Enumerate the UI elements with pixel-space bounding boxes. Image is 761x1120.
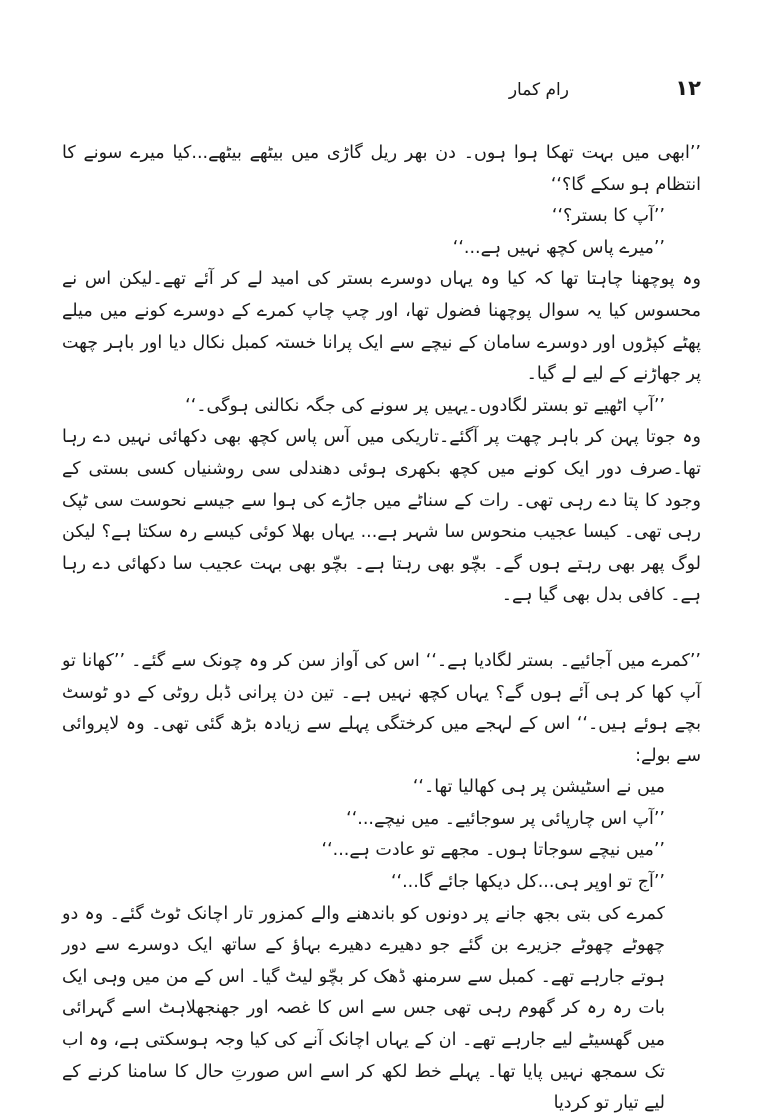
paragraph-3: ’’میرے پاس کچھ نہیں ہے...‘‘ bbox=[452, 237, 665, 258]
paragraph-7: ’’کمرے میں آجائیے۔ بستر لگادیا ہے۔‘‘ اس کی آواز سن کر وہ چونک سے گئے۔ ’’کھانا تو آپ کھا کر ہی آئے ہوں گے؟ یہاں کچھ نہیں ہے۔ تین دن پرانی ڈبل روٹی کے دو ٹوسٹ بچے ہوئے ہیں۔‘‘ اس کے لہجے میں کرختگی پہلے سے زیادہ بڑھ گئی تھی۔ وہ لاپروائی سے بولے: bbox=[62, 650, 701, 766]
running-title: رام کمار bbox=[508, 80, 569, 100]
page-number: ۱۲ bbox=[675, 76, 701, 100]
paragraph-8: میں نے اسٹیشن پر ہی کھالیا تھا۔‘‘ bbox=[412, 777, 665, 798]
body-text bbox=[62, 138, 701, 1120]
paragraph-5: ’’آپ اٹھیے تو بستر لگادوں۔یہیں پر سونے کی جگہ نکالنی ہوگی۔‘‘ bbox=[185, 395, 665, 416]
paragraph-10: ’’میں نیچے سوجاتا ہوں۔ مجھے تو عادت ہے...‘‘ bbox=[321, 840, 665, 861]
paragraph-6: وہ جوتا پہن کر باہر چھت پر آگئے۔تاریکی میں آس پاس کچھ بھی دکھائی نہیں دے رہا تھا۔صرف دور ایک کونے میں کچھ بکھری ہوئی دھندلی سی روشنیاں کسی بستی کے وجود کا پتا دے رہی تھی۔ رات کے سناٹے میں جاڑے کی ہوا سے جیسے نحوست سی ٹپک رہی تھی۔ کیسا عجیب منحوس سا شہر ہے... یہاں بھلا کوئی کیسے رہ سکتا ہے؟ لیکن لوگ پھر بھی رہتے ہوں گے۔ بچّو بھی رہتا ہے۔ بچّو بھی بہت عجیب سا دکھائی دے رہا ہے۔ کافی بدل بھی گیا ہے۔ bbox=[62, 427, 701, 606]
page-header bbox=[60, 76, 701, 110]
paragraph-1: ’’ابھی میں بہت تھکا ہوا ہوں۔ دن بھر ریل گاڑی میں بیٹھے بیٹھے...کیا میرے سونے کا انتظام ہو سکے گا؟‘‘ bbox=[62, 143, 701, 195]
paragraph-11: ’’آج تو اوپر ہی...کل دیکھا جائے گا...‘‘ bbox=[390, 872, 665, 893]
paragraph-12: کمرے کی بتی بجھ جانے پر دونوں کو باندھنے والے کمزور تار اچانک ٹوٹ گئے۔ وہ دو چھوٹے چھوٹے جزیرے بن گئے جو دھیرے دھیرے بہاؤ کے ساتھ ایک دوسرے سے دور ہوتے جارہے تھے۔ کمبل سے سرمنھ ڈھک کر بچّو لیٹ گیا۔ اس کے من میں وہی ایک بات رہ رہ کر گھوم رہی تھی جس سے اس کا غصہ اور جھنجھلاہٹ اسے گہرائی میں گھسیٹے لیے جارہے تھے۔ ان کے یہاں اچانک آنے کی کیا وجہ ہوسکتی ہے، وہ اب تک سمجھ نہیں پایا تھا۔ پہلے خط لکھ کر اسے اس صورتِ حال کا سامنا کرنے کے لیے تیار تو کردیا bbox=[62, 903, 665, 1114]
paragraph-4: وہ پوچھنا چاہتا تھا کہ کیا وہ یہاں دوسرے بستر کی امید لے کر آئے تھے۔لیکن اس نے محسوس کیا یہ سوال پوچھنا فضول تھا، اور چپ چاپ کمرے کے دوسرے کونے میں میلے پھٹے کپڑوں اور دوسرے سامان کے نیچے سے ایک پرانا خستہ کمبل نکال دیا اور باہر چھت پر جھاڑنے کے لیے لے گیا۔ bbox=[62, 269, 701, 385]
paragraph-9: ’’آپ اس چارپائی پر سوجائیے۔ میں نیچے...‘‘ bbox=[346, 808, 665, 829]
paragraph-2: ’’آپ کا بستر؟‘‘ bbox=[551, 206, 665, 227]
